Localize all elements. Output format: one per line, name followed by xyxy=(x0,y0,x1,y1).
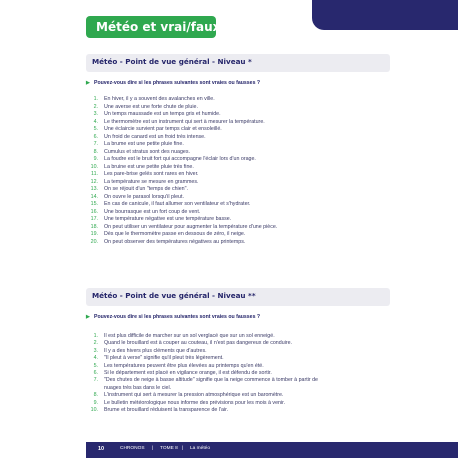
item-number: 5. xyxy=(93,362,98,369)
question-text: Pouvez-vous dire si les phrases suivantes sont vraies ou fausses ? xyxy=(94,80,261,86)
item-text: "Il pleut à verse" signifie qu'il pleut très légèrement. xyxy=(104,355,224,362)
item-text: Si le département est placé en vigilance orange, il est défendu de sortir. xyxy=(104,370,272,377)
list-item xyxy=(88,209,277,217)
item-text: Une averse est une forte chute de pluie. xyxy=(104,103,198,110)
book-name: CHRONOS xyxy=(120,446,145,451)
list-item xyxy=(88,392,318,399)
statement-list-level-2 xyxy=(88,333,318,414)
list-item xyxy=(88,333,318,340)
list-item xyxy=(88,216,277,224)
bullet-arrow-icon: ▶ xyxy=(86,80,90,86)
item-number: 6. xyxy=(93,133,98,140)
list-item xyxy=(88,134,277,142)
item-text: On peut observer des températures négatives au printemps. xyxy=(104,238,246,245)
item-number: 11. xyxy=(91,171,98,177)
page-title: Météo et vrai/faux xyxy=(96,20,221,34)
bullet-arrow-icon: ▶ xyxy=(86,314,90,320)
item-number: 7. xyxy=(93,141,98,147)
list-item xyxy=(88,231,277,239)
item-text: Une température négative est une température basse. xyxy=(104,216,232,222)
item-text: Une bourrasque est un fort coup de vent. xyxy=(104,208,201,215)
item-text: Un temps maussade est un temps gris et humide. xyxy=(104,111,221,117)
list-item xyxy=(88,179,277,187)
question-prompt xyxy=(86,80,260,86)
item-number: 6. xyxy=(93,370,98,377)
item-text: Quand le brouillard est à couper au couteau, il n'est pas dangereux de conduire. xyxy=(104,340,292,347)
item-text: "Des chutes de neige à basse altitude" signifie que la neige commence à tomber à partir de xyxy=(104,377,318,384)
item-number: 4. xyxy=(93,118,98,125)
item-number: 12. xyxy=(90,178,98,185)
item-number: 3. xyxy=(93,347,98,354)
item-text: Un froid de canard est un froid très intense. xyxy=(104,133,206,140)
item-text: On se réjouit d'un "temps de chien". xyxy=(104,186,188,192)
footer-separator: | xyxy=(152,446,154,451)
section-header-level-2 xyxy=(86,288,390,306)
item-text: On ouvre le parasol lorsqu'il pleut. xyxy=(104,193,184,200)
list-item xyxy=(88,407,318,414)
item-number: 3. xyxy=(93,111,98,117)
item-number: 15. xyxy=(90,201,98,207)
list-item xyxy=(88,363,318,370)
item-text: L'instrument qui sert à mesurer la pression atmosphérique est un baromètre. xyxy=(104,392,284,399)
footer-bar xyxy=(86,442,458,458)
item-number: 10. xyxy=(90,163,98,170)
item-number: 16. xyxy=(90,208,98,215)
item-number: 18. xyxy=(90,223,98,230)
item-number: 2. xyxy=(93,103,98,110)
item-number: 8. xyxy=(93,392,98,399)
item-number: 10. xyxy=(90,407,98,414)
list-item xyxy=(88,355,318,362)
item-text: Dès que le thermomètre passe en dessous de zéro, il neige. xyxy=(104,231,246,237)
item-number: 9. xyxy=(93,399,98,406)
list-item xyxy=(88,377,318,384)
item-number: 5. xyxy=(93,126,98,132)
statement-list-level-1 xyxy=(88,96,277,246)
list-item xyxy=(88,370,318,377)
item-number: 1. xyxy=(93,333,98,339)
item-number: 19. xyxy=(90,231,98,237)
section-title: Météo - Point de vue général - Niveau ** xyxy=(92,291,256,300)
item-text: La foudre est le bruit fort qui accompagne l'éclair lors d'un orage. xyxy=(104,156,256,162)
item-text: Brume et brouillard réduisent la transparence de l'air. xyxy=(104,407,229,414)
footer-separator: | xyxy=(182,446,184,451)
list-item xyxy=(88,348,318,355)
corner-decoration xyxy=(312,0,458,30)
item-number: 13. xyxy=(90,186,98,192)
item-number: 7. xyxy=(93,377,98,384)
list-item xyxy=(88,224,277,232)
list-item xyxy=(88,201,277,209)
item-text: En hiver, il y a souvent des avalanches en ville. xyxy=(104,96,215,102)
topic-label: La météo xyxy=(190,446,211,451)
item-number: 2. xyxy=(93,340,98,347)
item-text: Les pare-brise gelés sont rares en hiver. xyxy=(104,171,199,177)
list-item xyxy=(88,156,277,164)
question-text: Pouvez-vous dire si les phrases suivantes sont vraies ou fausses ? xyxy=(94,314,261,320)
list-item xyxy=(88,194,277,202)
item-text: Il y a des hivers plus cléments que d'autres. xyxy=(104,347,207,354)
list-item xyxy=(88,104,277,112)
list-item xyxy=(88,385,318,392)
list-item xyxy=(88,149,277,157)
item-text: La brume est une petite pluie fine. xyxy=(104,141,184,147)
item-number: 9. xyxy=(93,156,98,162)
list-item xyxy=(88,119,277,127)
list-item xyxy=(88,96,277,104)
volume-label: TOME 8 xyxy=(160,446,178,451)
item-text: En cas de canicule, il faut allumer son ventilateur et s'hydrater. xyxy=(104,201,251,207)
item-text: On peut utiliser un ventilateur pour augmenter la température d'une pièce. xyxy=(104,223,278,230)
page-number: 10 xyxy=(98,445,105,452)
list-item xyxy=(88,126,277,134)
list-item xyxy=(88,239,277,247)
item-text: La température se mesure en grammes. xyxy=(104,178,199,185)
item-text: Les températures peuvent être plus élevées au printemps qu'en été. xyxy=(104,362,264,369)
list-item xyxy=(88,111,277,119)
item-number: 14. xyxy=(90,193,98,200)
item-number: 8. xyxy=(93,148,98,155)
item-text: Le bulletin météorologique nous informe des prévisions pour les mois à venir. xyxy=(104,399,286,406)
list-item xyxy=(88,400,318,407)
list-item xyxy=(88,340,318,347)
list-item xyxy=(88,141,277,149)
item-text: nuages très bas dans le ciel. xyxy=(104,384,172,391)
item-number: 4. xyxy=(93,355,98,362)
item-number: 20. xyxy=(90,238,98,245)
item-text: Le thermomètre est un instrument qui sert à mesurer la température. xyxy=(104,118,265,125)
question-prompt xyxy=(86,314,260,320)
item-number: 17. xyxy=(90,216,98,222)
item-text: Il est plus difficile de marcher sur un sol verglacé que sur un sol enneigé. xyxy=(104,333,275,339)
item-text: Cumulus et stratus sont des nuages. xyxy=(104,148,190,155)
section-header-level-1 xyxy=(86,54,390,72)
list-item xyxy=(88,171,277,179)
item-text: Une éclaircie survient par temps clair et ensoleillé. xyxy=(104,126,222,132)
list-item xyxy=(88,186,277,194)
list-item xyxy=(88,164,277,172)
section-title: Météo - Point de vue général - Niveau * xyxy=(92,57,252,66)
item-number: 1. xyxy=(93,96,98,102)
item-text: La bruine est une petite pluie très fine. xyxy=(104,163,194,170)
